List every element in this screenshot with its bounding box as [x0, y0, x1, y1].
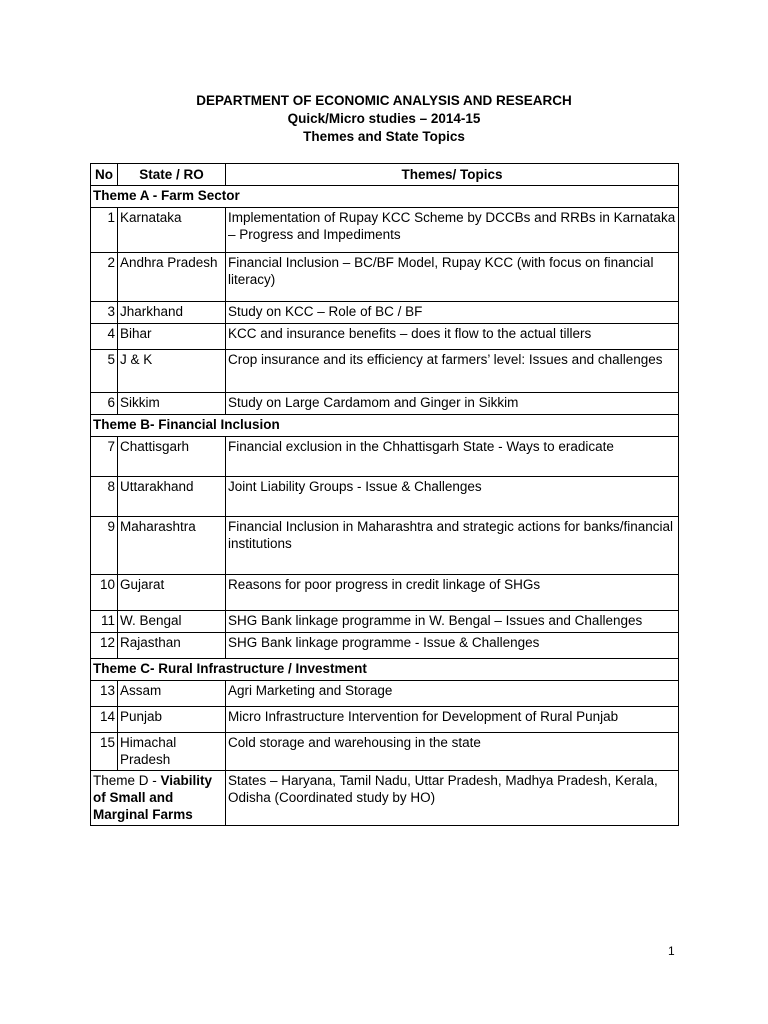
theme-d-title: Viability of Small and Marginal Farms: [93, 773, 213, 822]
row-state: Gujarat: [118, 575, 226, 611]
row-number: 7: [91, 437, 118, 477]
row-topic: SHG Bank linkage programme in W. Bengal – Issues and Challenges: [226, 611, 679, 633]
row-topic: Study on Large Cardamom and Ginger in Sikkim: [226, 393, 679, 415]
table-header-row: [91, 164, 679, 186]
theme-title: Theme C- Rural Infrastructure / Investment: [91, 659, 679, 681]
row-number: 12: [91, 633, 118, 659]
row-topic: SHG Bank linkage programme - Issue & Challenges: [226, 633, 679, 659]
row-number: 10: [91, 575, 118, 611]
row-topic: Agri Marketing and Storage: [226, 681, 679, 707]
row-topic: Micro Infrastructure Intervention for Development of Rural Punjab: [226, 707, 679, 733]
table-row: [91, 681, 679, 707]
row-topic: Study on KCC – Role of BC / BF: [226, 302, 679, 324]
row-topic: Crop insurance and its efficiency at farmers’ level: Issues and challenges: [226, 350, 679, 393]
row-state: Assam: [118, 681, 226, 707]
theme-section-row: [91, 186, 679, 208]
row-number: 1: [91, 208, 118, 253]
theme-section-row: [91, 659, 679, 681]
row-state: Sikkim: [118, 393, 226, 415]
row-number: 13: [91, 681, 118, 707]
row-state: Bihar: [118, 324, 226, 350]
table-row: [91, 733, 679, 771]
table-row: [91, 477, 679, 517]
row-number: 11: [91, 611, 118, 633]
row-state: Karnataka: [118, 208, 226, 253]
row-topic: Reasons for poor progress in credit linkage of SHGs: [226, 575, 679, 611]
row-state: W. Bengal: [118, 611, 226, 633]
row-state: Rajasthan: [118, 633, 226, 659]
row-number: 4: [91, 324, 118, 350]
row-state: Himachal Pradesh: [118, 733, 226, 771]
theme-d-row: [91, 771, 679, 826]
row-state: Punjab: [118, 707, 226, 733]
table-row: [91, 302, 679, 324]
column-header-state: State / RO: [118, 164, 226, 186]
row-topic: KCC and insurance benefits – does it flow to the actual tillers: [226, 324, 679, 350]
page-number: 1: [668, 944, 675, 958]
column-header-topics: Themes/ Topics: [226, 164, 679, 186]
table-row: [91, 707, 679, 733]
table-row: [91, 611, 679, 633]
table-row: [91, 324, 679, 350]
column-header-no: No: [91, 164, 118, 186]
theme-d-topic: States – Haryana, Tamil Nadu, Uttar Pradesh, Madhya Pradesh, Kerala, Odisha (Coordinated study by HO): [226, 771, 679, 826]
row-state: Uttarakhand: [118, 477, 226, 517]
row-number: 6: [91, 393, 118, 415]
table-row: [91, 253, 679, 302]
table-row: [91, 393, 679, 415]
row-number: 5: [91, 350, 118, 393]
row-topic: Implementation of Rupay KCC Scheme by DCCBs and RRBs in Karnataka – Progress and Impediments: [226, 208, 679, 253]
theme-title: Theme B- Financial Inclusion: [91, 415, 679, 437]
table-row: [91, 517, 679, 575]
table-row: [91, 633, 679, 659]
row-state: J & K: [118, 350, 226, 393]
row-number: 8: [91, 477, 118, 517]
row-state: Andhra Pradesh: [118, 253, 226, 302]
theme-section-row: [91, 415, 679, 437]
document-title: DEPARTMENT OF ECONOMIC ANALYSIS AND RESEARCH: [196, 93, 572, 108]
row-topic: Financial Inclusion – BC/BF Model, Rupay KCC (with focus on financial literacy): [226, 253, 679, 302]
row-number: 15: [91, 733, 118, 771]
row-state: Chattisgarh: [118, 437, 226, 477]
theme-d-prefix: Theme D -: [93, 773, 161, 788]
row-state: Maharashtra: [118, 517, 226, 575]
document-subtitle: Quick/Micro studies – 2014-15: [287, 111, 481, 126]
theme-d-label: [91, 771, 226, 826]
table-row: [91, 437, 679, 477]
table-row: [91, 575, 679, 611]
row-topic: Cold storage and warehousing in the state: [226, 733, 679, 771]
row-number: 2: [91, 253, 118, 302]
table-row: [91, 208, 679, 253]
row-topic: Financial exclusion in the Chhattisgarh State - Ways to eradicate: [226, 437, 679, 477]
document-subheading: Themes and State Topics: [303, 129, 465, 144]
row-state: Jharkhand: [118, 302, 226, 324]
row-topic: Financial Inclusion in Maharashtra and strategic actions for banks/financial institutions: [226, 517, 679, 575]
row-topic: Joint Liability Groups - Issue & Challenges: [226, 477, 679, 517]
themes-table: [90, 163, 679, 826]
table-row: [91, 350, 679, 393]
theme-title: Theme A - Farm Sector: [91, 186, 679, 208]
row-number: 3: [91, 302, 118, 324]
row-number: 14: [91, 707, 118, 733]
row-number: 9: [91, 517, 118, 575]
